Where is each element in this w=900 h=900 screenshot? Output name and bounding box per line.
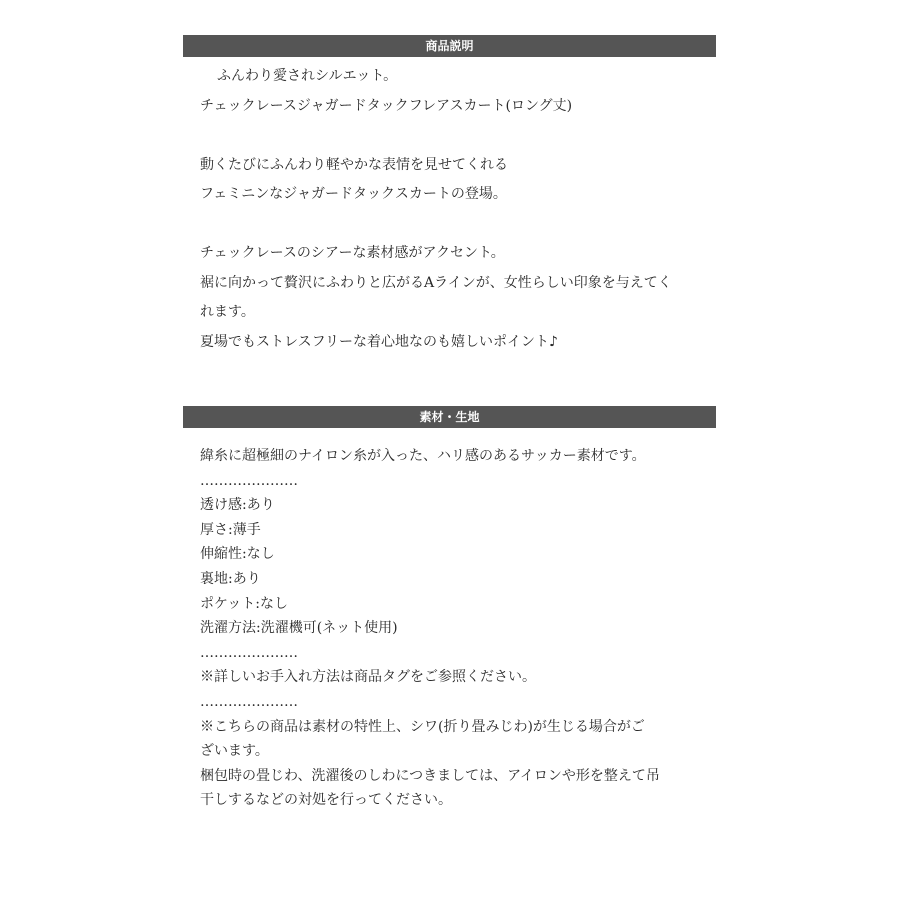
description-line: ふんわり愛されシルエット。 bbox=[217, 68, 398, 84]
packing-note: 干しするなどの対処を行ってください。 bbox=[200, 792, 452, 809]
spec-stretch: 伸縮性:なし bbox=[200, 546, 275, 563]
paragraph-gap bbox=[200, 210, 700, 240]
section-header-description: 商品説明 bbox=[183, 35, 716, 57]
description-body bbox=[200, 62, 700, 357]
description-line: 動くたびにふんわり軽やかな表情を見せてくれる bbox=[200, 156, 508, 173]
spec-see-through: 透け感:あり bbox=[200, 497, 275, 514]
spec-thickness: 厚さ:薄手 bbox=[200, 521, 261, 538]
description-line: チェックレースのシアーな素材感がアクセント。 bbox=[200, 245, 505, 261]
wrinkle-note: ざいます。 bbox=[200, 743, 269, 760]
spec-lining: 裏地:あり bbox=[200, 570, 261, 587]
section-header-material: 素材・生地 bbox=[183, 406, 716, 428]
description-line: チェックレースジャガードタックフレアスカート(ロング丈) bbox=[200, 97, 573, 114]
description-line: れます。 bbox=[200, 304, 255, 320]
dotted-separator: ………………… bbox=[200, 644, 298, 661]
spec-washing: 洗濯方法:洗濯機可(ネット使用) bbox=[200, 620, 398, 637]
description-line: フェミニンなジャガードタックスカートの登場。 bbox=[200, 186, 507, 202]
wrinkle-note: ※こちらの商品は素材の特性上、シワ(折り畳みじわ)が生じる場合がご bbox=[200, 718, 645, 735]
dotted-separator: ………………… bbox=[200, 472, 298, 489]
material-line: 緯糸に超極細のナイロン糸が入った、ハリ感のあるサッカー素材です。 bbox=[200, 448, 646, 464]
dotted-separator: ………………… bbox=[200, 693, 298, 710]
description-line: 夏場でもストレスフリーな着心地なのも嬉しいポイント♪ bbox=[200, 333, 558, 350]
packing-note: 梱包時の畳じわ、洗濯後のしわにつきましては、アイロンや形を整えて吊 bbox=[200, 767, 660, 784]
care-note: ※詳しいお手入れ方法は商品タグをご参照ください。 bbox=[200, 669, 536, 686]
material-body bbox=[200, 444, 700, 813]
description-line: 裾に向かって贅沢にふわりと広がるAラインが、女性らしい印象を与えてく bbox=[200, 274, 672, 291]
paragraph-gap bbox=[200, 121, 700, 151]
spec-pocket: ポケット:なし bbox=[200, 595, 289, 612]
